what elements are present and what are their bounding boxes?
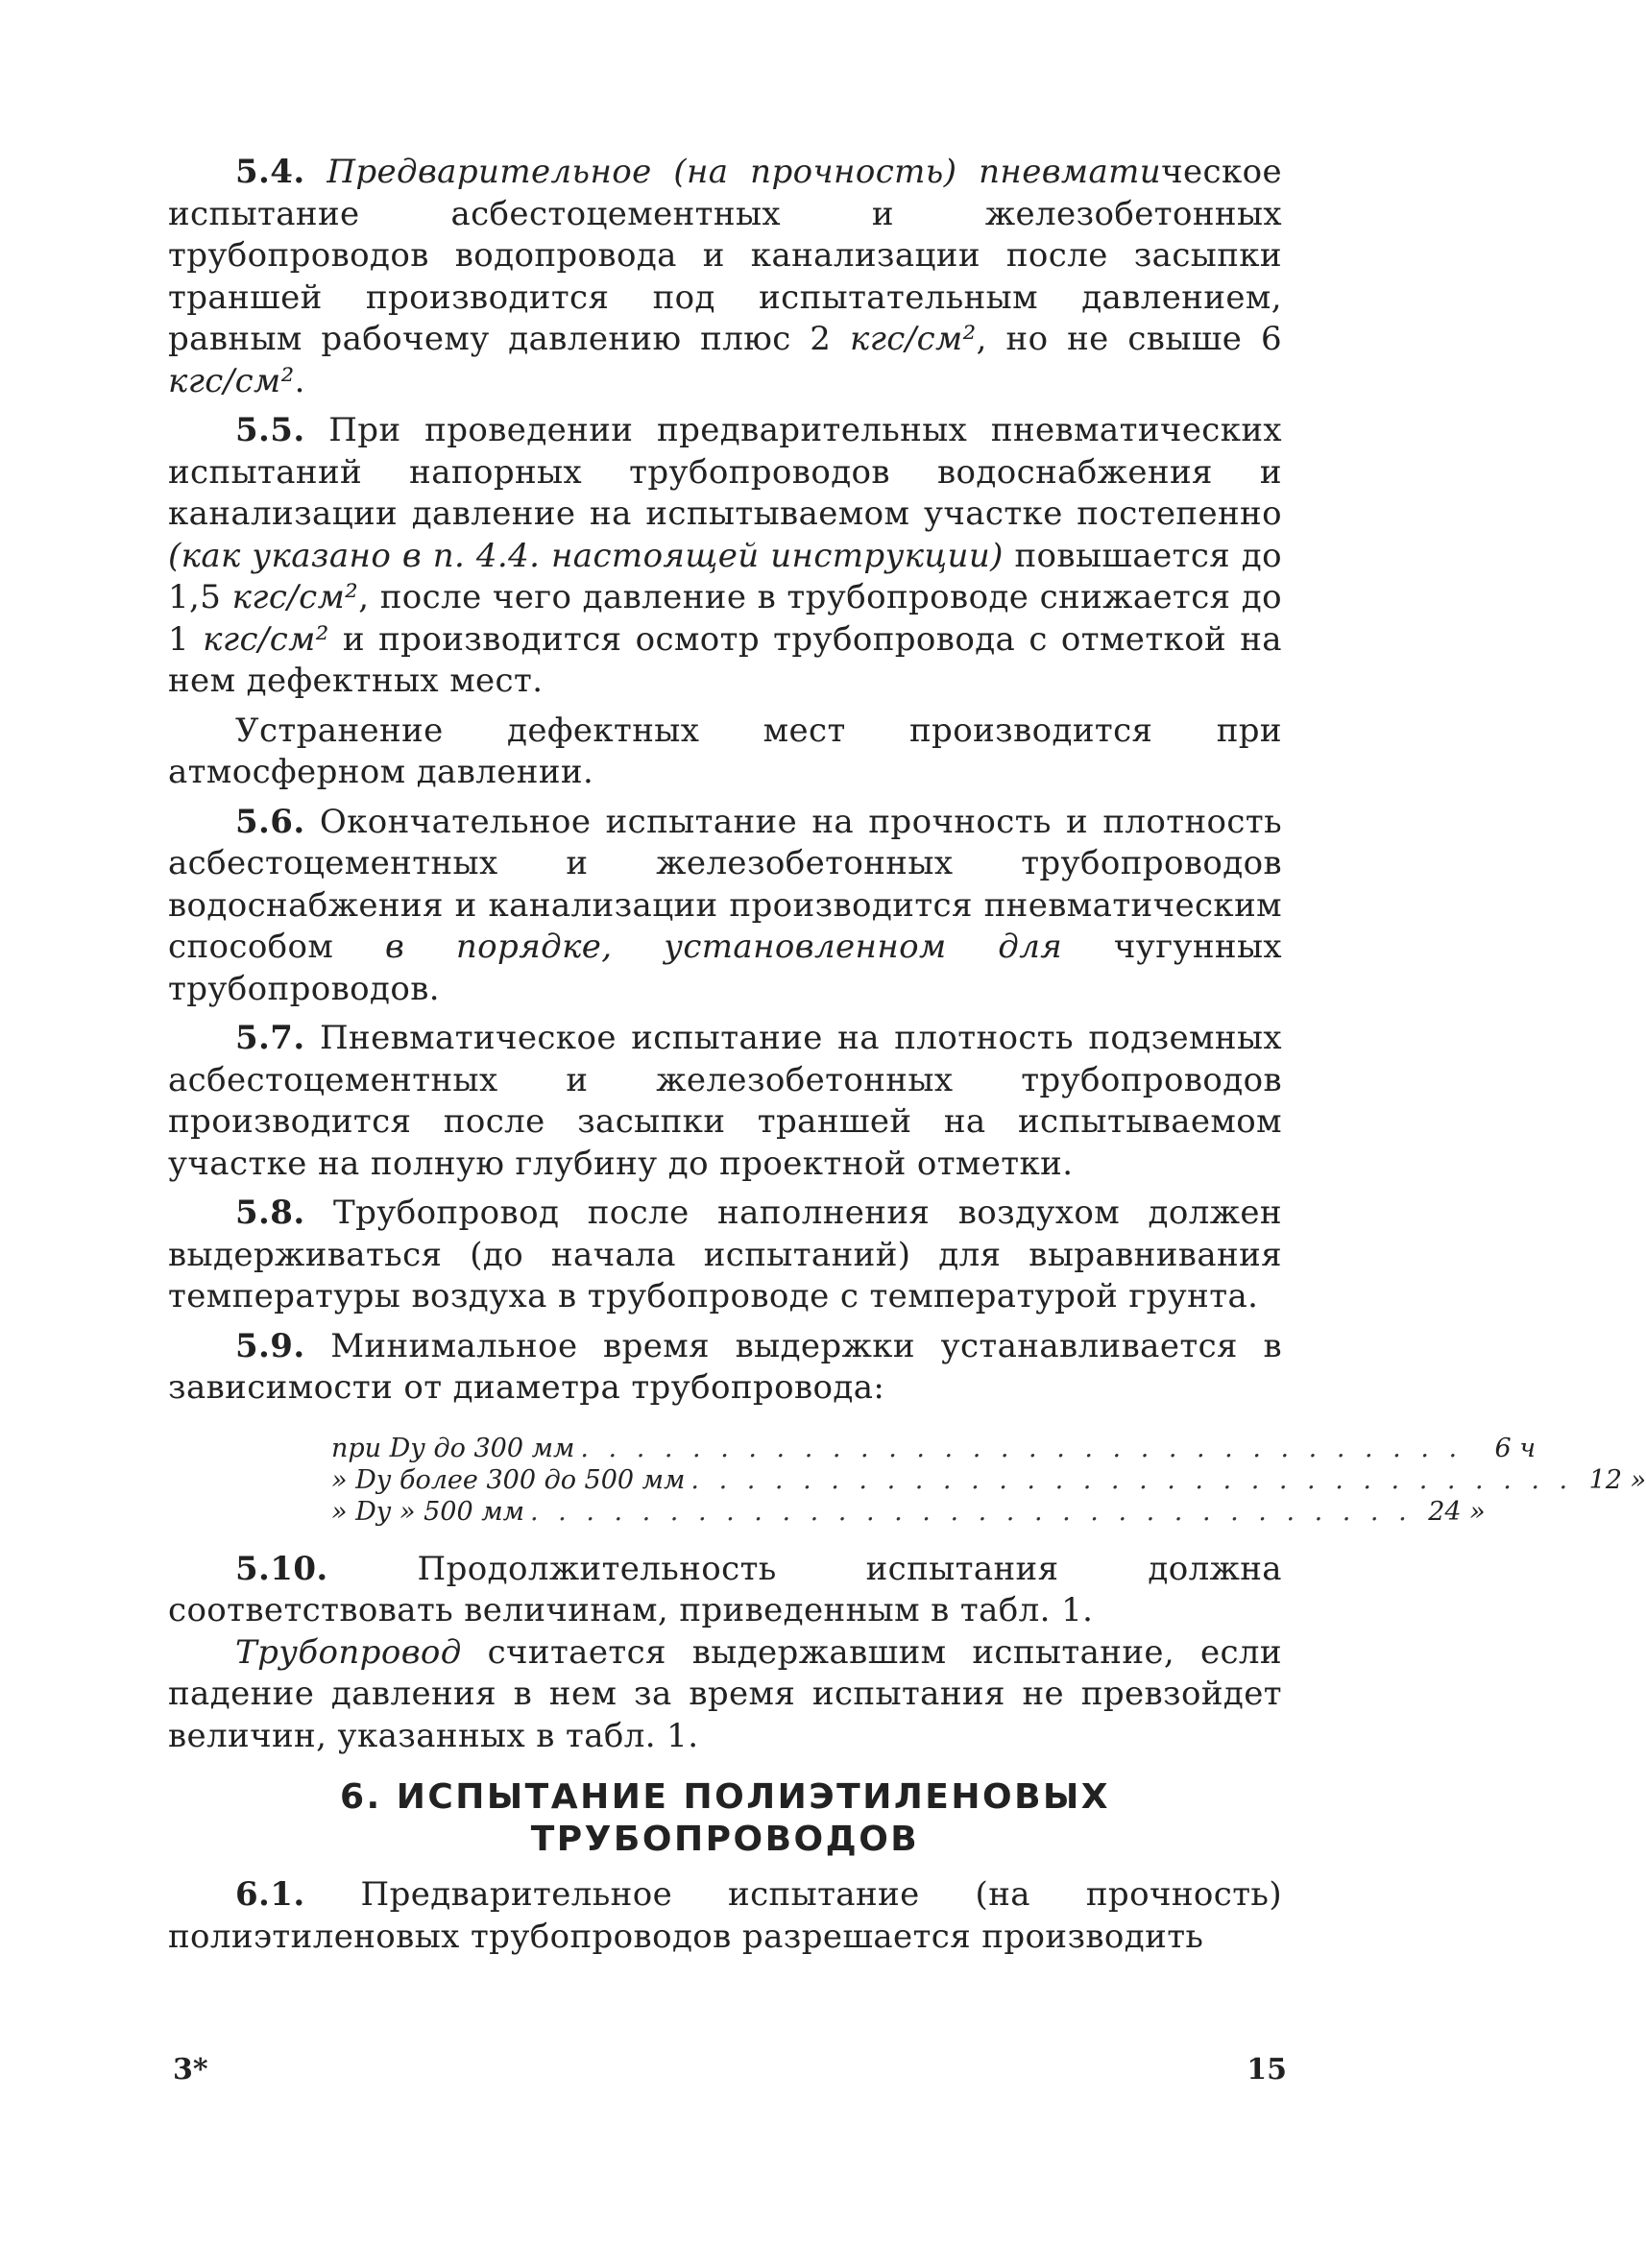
paragraph-text: Предварительное (на прочность) пневмати (327, 153, 1162, 191)
paragraph-text: (как указано в п. 4.4. настоящей инструкции) (168, 536, 1004, 575)
paragraph-text: Минимальное время выдержки устанавливается в зависимости от диаметра трубопровода: (168, 1326, 1282, 1407)
paragraph-5-7 (168, 1018, 1282, 1185)
paragraph-text: считается выдержавшим испытание, если падение давления в нем за время испытания не превзойдет величин, указанных в табл. 1. (168, 1632, 1282, 1755)
paragraph-text: в порядке, установленном для (384, 928, 1063, 966)
paragraph-text: чугунных трубопроводов. (168, 928, 1282, 1008)
page-number: 15 (1247, 2053, 1287, 2087)
paragraph-5-10 (168, 1549, 1282, 1632)
paragraph-5-9 (168, 1326, 1282, 1410)
row-value: 12 » (1588, 1464, 1646, 1495)
clause-number: 5.5. (235, 411, 305, 449)
clause-number: 5.4. (235, 153, 305, 191)
leader-dots: . . . . . . . . . . . . . . . . . . . . . . . . . . . . . . . . (690, 1464, 1574, 1495)
paragraph-text: Пневматическое испытание на плотность подземных асбестоцементных и железобетонных трубопроводов производится после засыпки траншей на испытываемом участке на полную глубину до проектной отметки. (168, 1019, 1282, 1183)
paragraph-text: , но не свыше 6 (976, 320, 1282, 358)
clause-number: 5.8. (235, 1194, 305, 1232)
holding-time-table (331, 1433, 1646, 1528)
paragraph-5-10-continued (168, 1632, 1282, 1758)
signature-mark: 3* (173, 2053, 208, 2087)
table-row (331, 1496, 1486, 1528)
paragraph-text: Продолжительность испытания должна соответствовать величинам, приведенным в табл. 1. (168, 1549, 1282, 1629)
heading-line: 6. ИСПЫТАНИЕ ПОЛИЭТИЛЕНОВЫХ (339, 1777, 1111, 1817)
unit-text: кгс/см² (203, 619, 329, 659)
row-value: 6 ч (1494, 1433, 1537, 1463)
paragraph-5-8 (168, 1193, 1282, 1318)
page-footer (173, 2053, 1287, 2087)
clause-number: 5.10. (235, 1549, 328, 1588)
paragraph-text: Трубопровод (235, 1632, 462, 1672)
paragraph-text: При проведении предварительных пневматических испытаний напорных трубопроводов водоснабжения и канализации давление на испытываемом участке постепенно (168, 411, 1283, 533)
paragraph-text: Предварительное испытание (на прочность) полиэтиленовых трубопроводов разрешается производить (168, 1875, 1282, 1956)
paragraph-5-6 (168, 802, 1282, 1011)
unit-text: кгс/см² (168, 361, 295, 400)
unit-text: кгс/см² (231, 578, 359, 616)
paragraph-text: Трубопровод после наполнения воздухом должен выдерживаться (до начала испытаний) для выравнивания температуры воздуха в трубопроводе с температурой грунта. (168, 1194, 1282, 1315)
leader-dots: . . . . . . . . . . . . . . . . . . . . . . . . . . . . . . . . (580, 1433, 1464, 1463)
clause-number: 6.1. (235, 1875, 305, 1914)
row-label: » Dу » 500 мм (331, 1496, 524, 1527)
paragraph-5-5 (168, 410, 1282, 703)
paragraph-text: Устранение дефектных мест производится при атмосферном давлении. (168, 711, 1282, 791)
paragraph-text: и производится осмотр трубопровода с отметкой на нем дефектных мест. (168, 619, 1282, 700)
paragraph-5-5-continued (168, 711, 1282, 794)
leader-dots: . . . . . . . . . . . . . . . . . . . . . . . . . . . . . . . . (529, 1496, 1413, 1527)
paragraph-text: Окончательное испытание на прочность и плотность асбестоцементных и железобетонных трубопроводов водоснабжения и канализации производится пневматическим способом (168, 802, 1282, 966)
row-label: » Dу более 300 до 500 мм (331, 1464, 686, 1495)
unit-text: кгс/см² (849, 320, 977, 358)
clause-number: 5.7. (235, 1019, 305, 1057)
clause-number: 5.6. (235, 802, 305, 841)
clause-number: 5.9. (235, 1326, 305, 1365)
paragraph-5-4 (168, 152, 1282, 402)
paragraph-text: . (294, 361, 305, 400)
table-row (331, 1464, 1646, 1496)
paragraph-text: ческое испытание асбестоцементных и железобетонных трубопроводов водопровода и канализации после засыпки траншей производится под испытательным давлением, равным рабочему давлению плюс 2 (168, 153, 1282, 358)
row-label: при Dу до 300 мм (331, 1433, 575, 1463)
row-value: 24 » (1428, 1496, 1486, 1527)
section-heading-6 (168, 1776, 1282, 1861)
paragraph-text: , после чего давление в трубопроводе снижается до 1 (168, 578, 1283, 659)
heading-line: ТРУБОПРОВОДОВ (530, 1820, 920, 1859)
table-row (331, 1433, 1537, 1464)
paragraph-6-1 (168, 1874, 1282, 1958)
paragraph-text: повышается до 1,5 (168, 536, 1282, 616)
page-body (168, 152, 1646, 1958)
